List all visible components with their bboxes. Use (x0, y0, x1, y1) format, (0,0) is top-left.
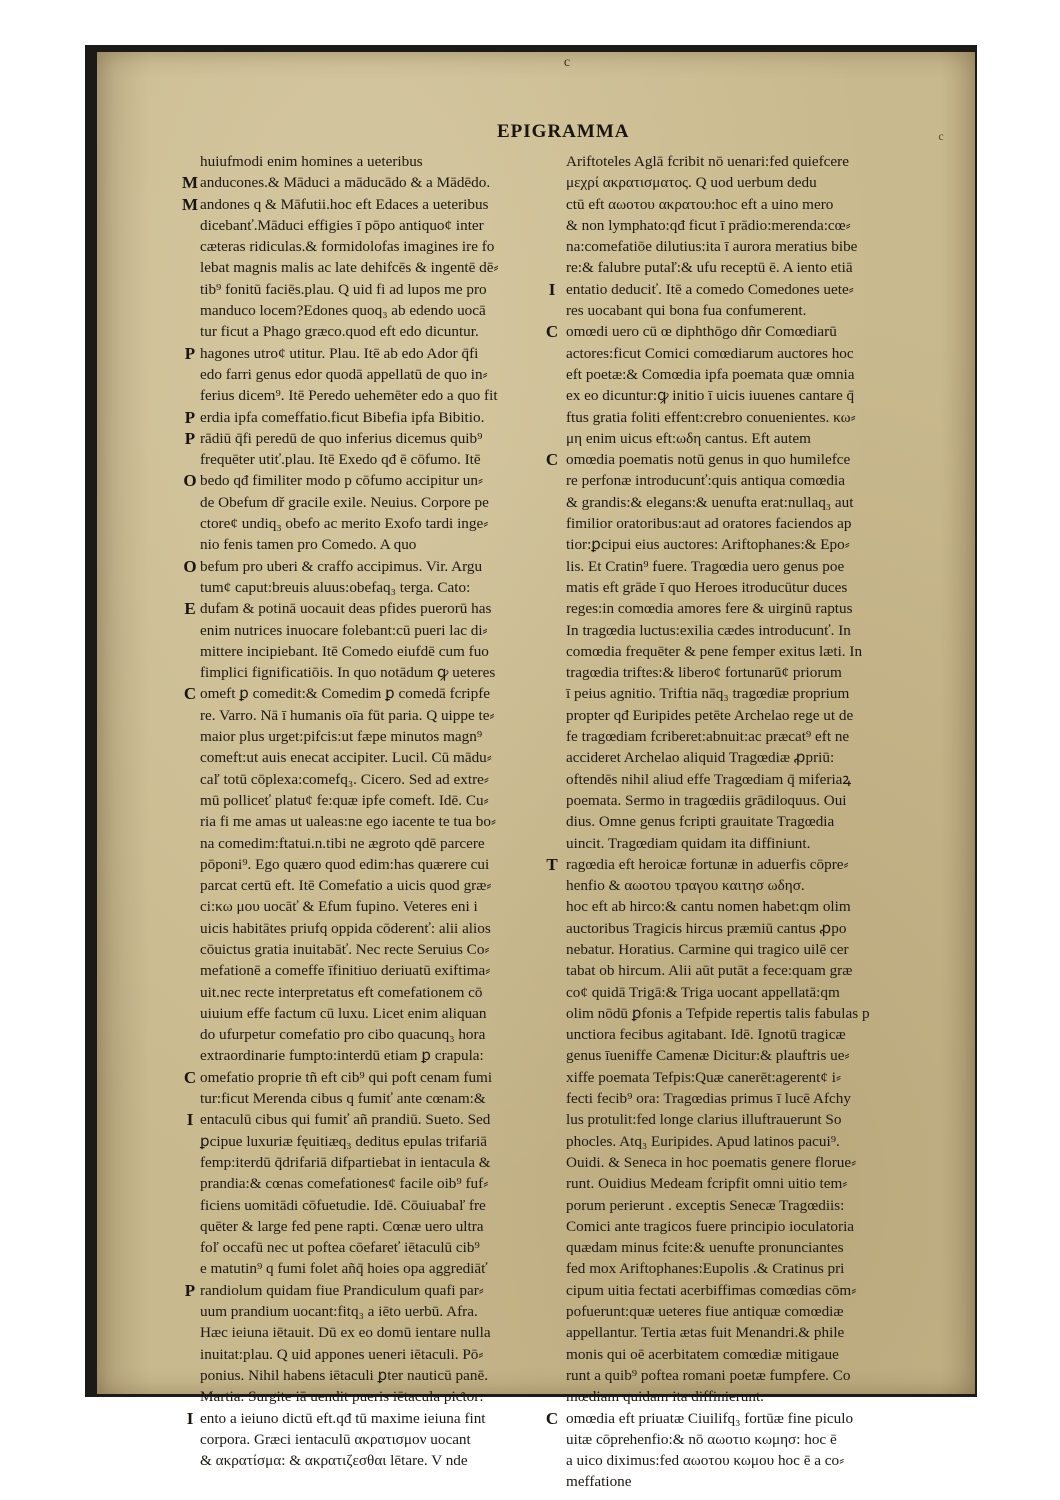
right-text-column (545, 151, 906, 1493)
line-text: auctoribus Tragicis hircus præmiū cantus ꝓpo (566, 919, 847, 937)
line-text: entaculū cibus qui fumiť añ prandiū. Sueto. Sed (200, 1111, 491, 1129)
text-line (200, 257, 542, 278)
text-line (200, 300, 542, 321)
line-text: ftus gratia foliti effent:crebro conuenientes. κω⸗ (566, 408, 856, 426)
line-text: tur ficut a Phago græco.quod eft edo dicuntur. (200, 323, 479, 341)
line-text: dufam & potinā uocauit deas pfides puerorū has (200, 600, 492, 618)
text-line (566, 1471, 906, 1492)
line-text: fecti fecib⁹ ora: Tragœdias primus ī lucē Afchy (566, 1090, 851, 1108)
text-line (566, 705, 906, 726)
line-text: entatio deduciť. Itē a comedo Comedones uete⸗ (566, 280, 854, 298)
paragraph-initial: P (184, 343, 196, 363)
text-line (545, 449, 906, 470)
text-line (200, 726, 542, 747)
line-text: cōuictus gratia inuitabāť. Nec recte Seruius Co⸗ (200, 940, 490, 958)
text-line (200, 705, 542, 726)
text-line (183, 683, 542, 704)
line-text: fimilior oratoribus:aut ad oratores faciendos ap (566, 515, 852, 533)
line-text: corpora. Græci ientaculū ακρατισμον uocant (200, 1430, 471, 1448)
line-text: randiolum quidam fiue Prandiculum quafi par⸗ (200, 1281, 484, 1299)
paragraph-initial: I (548, 279, 556, 299)
text-line (200, 1131, 542, 1152)
line-text: hagones utro¢ utitur. Plau. Itē ab edo Ador q̄fi (200, 344, 479, 362)
line-text: mefationē a comeffe īfinitiuo deriuatū exiftima⸗ (200, 962, 491, 980)
line-text: hoc eft ab hirco:& cantu nomen habet:qm olim (566, 898, 851, 916)
text-line (566, 364, 906, 385)
line-text: dicebanť.Māduci effigies ī pōpo antiquo¢ inter (200, 216, 484, 234)
text-line (183, 1067, 542, 1088)
text-line (184, 343, 542, 364)
line-text: enim nutrices inuocare folebant:cū pueri lac di⸗ (200, 621, 488, 639)
text-line (566, 662, 906, 683)
line-text: runt. Ouidius Medeam fcripfit omni uitio tem⸗ (566, 1175, 848, 1193)
line-text: femp:iterdū q̄drifariā difpartiebat in ientacula & (200, 1153, 491, 1171)
text-line (200, 1386, 542, 1407)
paragraph-initial: I (186, 1110, 194, 1130)
paragraph-initial: E (184, 599, 196, 619)
text-line (200, 1195, 542, 1216)
text-line (183, 470, 542, 491)
text-line (566, 790, 906, 811)
text-line (566, 875, 906, 896)
line-text: μη enim uicus eft:ωδη cantus. Eft autem (566, 429, 811, 447)
line-text: edo farri genus edor quodā appellatū de quo in⸗ (200, 365, 488, 383)
text-line (200, 385, 542, 406)
text-line (182, 194, 542, 215)
text-line (566, 236, 906, 257)
text-line (183, 556, 542, 577)
line-text: oftendēs nihil aliud effe Tragœdiam q̄ miferiaꝝ (566, 770, 852, 788)
line-text: re. Varro. Nā ī humanis oīa fūt paria. Q uippe te⸗ (200, 706, 495, 724)
line-text: mittere incipiebant. Itē Comedo eiufdē cum fuo (200, 642, 489, 660)
line-text: ꝑcipue luxuriæ fęuitiæq₃ deditus epulas trifariā (200, 1132, 487, 1150)
text-line (566, 257, 906, 278)
line-text: na comedim:ftatui.n.tibi ne ægroto qdē parcere (200, 834, 485, 852)
line-text: co¢ quidā Trigā:& Triga uocant appellatā:qm (566, 983, 840, 1001)
text-line (200, 1322, 542, 1343)
text-line (200, 790, 542, 811)
line-text: re perfonæ introducunť:quis antiqua comœdia (566, 472, 845, 490)
line-text: ria fi me amas ut ualeas:ne ego iacente te tua bo⸗ (200, 813, 497, 831)
text-line (566, 343, 906, 364)
paragraph-initial: C (183, 684, 197, 704)
text-line (200, 896, 542, 917)
line-text: cæteras ridiculas.& formidolofas imagines ire fo (200, 238, 495, 256)
text-line (548, 279, 906, 300)
line-text: rādiū q̄fi peredū de quo inferius dicemus quib⁹ (200, 429, 483, 447)
line-text: uincit. Tragœdiam quidam ita diffiniunt. (566, 834, 811, 852)
line-text: cipum uitia fectati acerbiffimas comœdias cōm⸗ (566, 1281, 857, 1299)
line-text: ferius dicem⁹. Itē Peredo uehemēter edo a quo fit (200, 387, 498, 405)
line-text: ragœdia eft heroicæ fortunæ in aduerfis cōpre⸗ (566, 855, 849, 873)
line-text: fimplici fignificatiōis. In quo notādum ꝙ ueteres (200, 664, 496, 682)
line-text: lis. Et Cratin⁹ fuere. Tragœdia uero genus poe (566, 557, 845, 575)
line-text: μεχρί ακρατισματος. Q uod uerbum dedu (566, 174, 817, 192)
line-text: omœdia poematis notū genus in quo humilefce (566, 451, 851, 469)
text-line (566, 172, 906, 193)
text-line (566, 1386, 906, 1407)
line-text: foľ occafū nec ut poftea cōefareť iētaculū cib⁹ (200, 1239, 480, 1257)
text-line (566, 1429, 906, 1450)
text-line (200, 1003, 542, 1024)
line-text: huiufmodi enim homines a ueteribus (200, 153, 423, 170)
text-line (566, 1301, 906, 1322)
text-line (545, 321, 906, 342)
line-text: mœdiam quidam ita diffinierunt. (566, 1388, 764, 1406)
text-line (546, 854, 906, 875)
text-line (200, 513, 542, 534)
paragraph-initial: M (182, 173, 199, 193)
line-text: ī peius agnitio. Triftia nāq₃ tragœdiæ proprium (566, 685, 850, 703)
line-text: andones q & Māfutii.hoc eft Edaces a ueteribus (200, 195, 489, 213)
text-line (200, 662, 542, 683)
text-line (200, 577, 542, 598)
text-line (200, 492, 542, 513)
text-line (566, 492, 906, 513)
line-text: caľ totū cōplexa:comefq₃. Cicero. Sed ad extre⸗ (200, 770, 489, 788)
line-text: mū polliceť platu¢ fe:quæ ipfe comeft. Idē. Cu⸗ (200, 791, 489, 809)
line-text: manduco locem?Edones quoq₃ ab edendo uocā (200, 302, 486, 320)
text-line (566, 1045, 906, 1066)
text-line (566, 407, 906, 428)
line-text: poemata. Sermo in tragœdiis grādiloquus. Oui (566, 791, 847, 809)
line-text: maior plus urget:pifcis:ut fæpe minutos magn⁹ (200, 728, 483, 746)
text-line (566, 513, 906, 534)
paragraph-initial: P (184, 407, 196, 427)
line-text: tib⁹ fonitū faciēs.plau. Q uid fi ad lupos me pro (200, 280, 487, 298)
text-line (186, 1109, 542, 1130)
text-line (200, 1173, 542, 1194)
text-line (200, 747, 542, 768)
line-text: comeft:ut auis enecat accipiter. Lucil. Cū mādu⸗ (200, 749, 492, 767)
text-line (566, 1344, 906, 1365)
text-line (566, 939, 906, 960)
line-text: Martia. Surgite iā uendit pueris iētacula piƈtor: (200, 1388, 484, 1406)
text-line (566, 1365, 906, 1386)
text-line (186, 1408, 542, 1429)
line-text: runt a quib⁹ poftea romani poetæ fumpfere. Co (566, 1366, 851, 1384)
line-text: lus protulit:fed longe clarius illuftrauerunt So (566, 1111, 842, 1129)
text-line (200, 449, 542, 470)
text-line (566, 747, 906, 768)
text-line (200, 1365, 542, 1386)
text-line (566, 683, 906, 704)
line-text: omœdi uero cū œ diphthōgo dñr Comœdiarū (566, 323, 837, 341)
text-line (566, 641, 906, 662)
text-line (566, 428, 906, 449)
line-text: ficiens uomitādi cōfuetudie. Idē. Cōuiuabaľ fre (200, 1196, 486, 1214)
line-text: xiffe poemata Tefpis:Quæ canerēt:agerent¢ i⸗ (566, 1068, 842, 1086)
text-line (566, 1173, 906, 1194)
line-text: monis qui oē acerbitatem comœdiæ mitigaue (566, 1345, 839, 1363)
text-line (566, 896, 906, 917)
line-text: phocles. Atq₃ Euripides. Apud latinos pacui⁹. (566, 1132, 840, 1150)
line-text: parcat certū eft. Itē Comefatio a uicis quod græ⸗ (200, 877, 492, 895)
paragraph-initial: I (186, 1408, 194, 1428)
line-text: inuitat:plau. Q uid appones ueneri iētaculi. Pō⸗ (200, 1345, 484, 1363)
text-line (200, 1344, 542, 1365)
text-line (200, 321, 542, 342)
line-text: nebatur. Horatius. Carmine qui tragico uilē cer (566, 940, 849, 958)
text-line (200, 1237, 542, 1258)
paragraph-initial: P (184, 1280, 196, 1300)
line-text: na:comefatiōe dilutius:ita ī aurora meratius bibe (566, 238, 858, 256)
line-text: porum perierunt . exceptis Senecæ Tragœdiis: (566, 1196, 845, 1214)
line-text: olim nōdū ꝑfonis a Tefpide repertis talis fabulas p (566, 1004, 870, 1022)
line-text: frequēter utiť.plau. Itē Exedo qđ ē cōfumo. Itē (200, 451, 481, 469)
line-text: & non lymphato:qđ ficut ī prādio:merenda:cœ⸗ (566, 216, 851, 234)
text-line (566, 556, 906, 577)
text-line (200, 279, 542, 300)
text-line (566, 620, 906, 641)
text-line (200, 960, 542, 981)
line-text: omeft ꝑ comedit:& Comedim ꝑ comedā fcripfe (200, 685, 491, 703)
text-line (200, 854, 542, 875)
line-text: Comici ante tragicos fuere principio ioculatoria (566, 1217, 855, 1235)
line-text: & ακρατίσμα: & ακρατιζεσθαι lētare. V nde (200, 1452, 468, 1470)
line-text: do ufurpetur comefatio pro cibo quacunq₃ hora (200, 1026, 486, 1044)
line-text: ctore¢ undiq₃ obefo ac merito Exofo tardi inge⸗ (200, 515, 489, 533)
margin-mark: c (563, 55, 571, 70)
paragraph-initial: C (183, 1067, 197, 1087)
line-text: pōponi⁹. Ego quæro quod edim:has quærere cui (200, 855, 490, 873)
line-text: pofuerunt:quæ ueteres fiue antiquæ comœdiæ (566, 1303, 844, 1321)
text-line (566, 982, 906, 1003)
text-line (566, 1195, 906, 1216)
text-line (566, 918, 906, 939)
line-text: erdia ipfa comeffatio.ficut Bibefia ipfa Bibitio. (200, 408, 485, 426)
text-line (566, 1152, 906, 1173)
text-line (566, 833, 906, 854)
text-line (566, 1237, 906, 1258)
text-line (566, 726, 906, 747)
text-line (200, 1301, 542, 1322)
text-line (566, 300, 906, 321)
text-line (566, 1109, 906, 1130)
line-text: Hæc ieiuna iētauit. Dū ex eo domū ientare nulla (200, 1324, 491, 1342)
line-text: e matutin⁹ q fumi folet añq̄ hoies opa aggrediāť (200, 1260, 488, 1278)
text-line (566, 151, 906, 172)
running-header: EPIGRAMMA (497, 121, 630, 142)
text-line (182, 172, 542, 193)
line-text: a uico diximus:fed αωοτου κωμου hoc ē a co⸗ (566, 1452, 845, 1470)
line-text: matis eft grāde ī quo Heroes itroducūtur duces (566, 578, 848, 596)
paragraph-initial: O (183, 471, 197, 491)
text-line (566, 1280, 906, 1301)
line-text: ento a ieiuno dictū eft.qđ tū maxime ieiuna fint (200, 1409, 486, 1427)
text-line (545, 1408, 906, 1429)
text-line (200, 1258, 542, 1279)
text-line (200, 1088, 542, 1109)
line-text: tur:ficut Merenda cibus q fumiť ante cœnam:& (200, 1090, 486, 1108)
text-line (200, 620, 542, 641)
line-text: uit.nec recte interpretatus eft comefationem cō (200, 983, 483, 1001)
line-text: uum prandium uocant:fitq₃ a iēto uerbū. Afra. (200, 1303, 478, 1321)
text-line (200, 1024, 542, 1045)
text-line (200, 1450, 542, 1471)
text-line (566, 1003, 906, 1024)
paragraph-initial: P (184, 428, 196, 448)
line-text: omefatio proprie tñ eft cib⁹ qui poft cenam fumi (200, 1068, 493, 1086)
text-line (200, 1216, 542, 1237)
line-text: lebat magnis malis ac late dehifcēs & ingentē dē⸗ (200, 259, 499, 277)
line-text: dius. Omne genus fcripti grauitate Tragœdia (566, 813, 835, 831)
text-line (566, 470, 906, 491)
paragraph-initial: C (545, 1408, 559, 1428)
line-text: & grandis:& elegans:& uenufta erat:nullaq₃ aut (566, 493, 854, 511)
paragraph-initial: T (546, 854, 558, 874)
text-line (566, 1216, 906, 1237)
text-line (200, 641, 542, 662)
text-line (200, 215, 542, 236)
text-line (200, 1429, 542, 1450)
paragraph-initial: O (183, 556, 197, 576)
line-text: ci:κω μου uocāť & Efum fupino. Veteres eni i (200, 898, 478, 916)
text-line (566, 960, 906, 981)
text-line (200, 833, 542, 854)
text-line (566, 1024, 906, 1045)
line-text: uiuium effe factum cū luxu. Licet enim aliquan (200, 1004, 487, 1022)
text-line (566, 769, 906, 790)
line-text: genus īueniffe Camenæ Dicitur:& plauftris ue⸗ (566, 1047, 850, 1065)
text-line (184, 407, 542, 428)
line-text: henfio & αωοτου τραγου καιτησ ωδησ. (566, 877, 805, 895)
text-line (566, 1258, 906, 1279)
text-line (566, 598, 906, 619)
text-line (200, 982, 542, 1003)
line-text: tabat ob hircum. Alii aūt putāt a fece:quam græ (566, 962, 853, 980)
text-line (200, 1152, 542, 1173)
line-text: tum¢ caput:breuis aluus:obefaq₃ terga. Cato: (200, 578, 471, 596)
line-text: accideret Archelao aliquid Tragœdiæ ꝓpriū: (566, 749, 835, 767)
line-text: ponius. Nihil habens iētaculi ꝑter nauticū panē. (200, 1366, 488, 1384)
line-text: unctiora fecibus agitabant. Idē. Ignotū tragicæ (566, 1026, 846, 1044)
line-text: prandia:& cœnas comefationes¢ facile oib⁹ fuf⸗ (200, 1175, 489, 1193)
text-line (200, 918, 542, 939)
line-text: fed mox Ariftophanes:Eupolis .& Cratinus pri (566, 1260, 845, 1278)
line-text: befum pro uberi & craffo accipimus. Vir. Argu (200, 557, 483, 575)
text-line (566, 215, 906, 236)
line-text: reges:in comœdia amores fere & uirginū raptus (566, 600, 853, 618)
line-text: tragœdia triftes:& libero¢ fortunarū¢ priorum (566, 664, 842, 682)
line-text: uicis habitātes priufq oppida cōderenť: alii alios (200, 919, 491, 937)
line-text: Ouidi. & Seneca in hoc poematis genere florue⸗ (566, 1153, 857, 1171)
text-line (184, 428, 542, 449)
line-text: In tragœdia luctus:exilia cædes introducunť. In (566, 621, 851, 639)
line-text: omœdia eft priuatæ Ciuilifq₃ fortūæ fine piculo (566, 1409, 854, 1427)
line-text: quēter & large fed pene rapti. Cœnæ uero ultra (200, 1217, 484, 1235)
text-line (566, 194, 906, 215)
paragraph-initial: C (545, 322, 559, 342)
text-line (566, 1067, 906, 1088)
line-text: ctū eft αωοτου ακρατου:hoc eft a uino mero (566, 195, 834, 213)
text-line (200, 364, 542, 385)
text-line (200, 1045, 542, 1066)
line-text: ex eo dicuntur:ꝙ initio ī uicis iuuenes cantare q̄ (566, 387, 855, 405)
line-text: Ariftoteles Aglā fcribit nō uenari:fed quiefcere (566, 153, 849, 170)
text-line (566, 1322, 906, 1343)
text-line (566, 577, 906, 598)
text-line (566, 1131, 906, 1152)
line-text: appellantur. Tertia ætas fuit Menandri.& phile (566, 1324, 845, 1342)
text-line (566, 534, 906, 555)
text-line (566, 1088, 906, 1109)
paragraph-initial: C (545, 450, 559, 470)
text-line (200, 236, 542, 257)
text-line (184, 598, 542, 619)
paragraph-initial: M (182, 194, 199, 214)
text-line (200, 939, 542, 960)
text-line (200, 875, 542, 896)
line-text: res uocabant qui bona fua confumerent. (566, 302, 807, 320)
line-text: tior:ꝑcipui eius auctores: Ariftophanes:& Epo⸗ (566, 536, 850, 554)
text-line (200, 811, 542, 832)
line-text: quædam minus fcite:& uenufte pronunciantes (566, 1239, 844, 1257)
line-text: de Obefum dř gracile exile. Neuius. Corpore pe (200, 493, 489, 511)
line-text: anducones.& Māduci a māducādo & a Mādēdo. (200, 174, 491, 192)
line-text: fe tragœdiam fcriberet:abnuit:ac præcat⁹ eft ne (566, 728, 850, 746)
line-text: uitæ cōprehenfio:& nō αωοτιο κωμησ: hoc ē (566, 1430, 837, 1448)
line-text: meffatione (566, 1473, 632, 1491)
text-line (566, 385, 906, 406)
text-line (566, 811, 906, 832)
text-line (200, 534, 542, 555)
line-text: nio fenis tamen pro Comedo. A quo (200, 536, 417, 554)
text-line (184, 1280, 542, 1301)
line-text: eft poetæ:& Comœdia ipfa poemata quæ omnia (566, 365, 855, 383)
text-line (200, 151, 542, 172)
line-text: propter qđ Euripides petēte Archelao rege ut de (566, 706, 854, 724)
line-text: extraordinarie fumpto:interdū etiam ꝑ crapula: (200, 1047, 484, 1065)
left-text-column (182, 151, 542, 1471)
page-edge-mark: c (938, 129, 944, 143)
line-text: comœdia frequēter & pene femper exitus læti. In (566, 642, 863, 660)
line-text: actores:ficut Comici comœdiarum auctores hoc (566, 344, 854, 362)
line-text: re:& falubre putaľ:& ufu receptū ē. A iento etiā (566, 259, 853, 277)
text-line (566, 1450, 906, 1471)
text-line (200, 769, 542, 790)
line-text: bedo qđ fimiliter modo p cōfumo accipitur un⸗ (200, 472, 484, 490)
